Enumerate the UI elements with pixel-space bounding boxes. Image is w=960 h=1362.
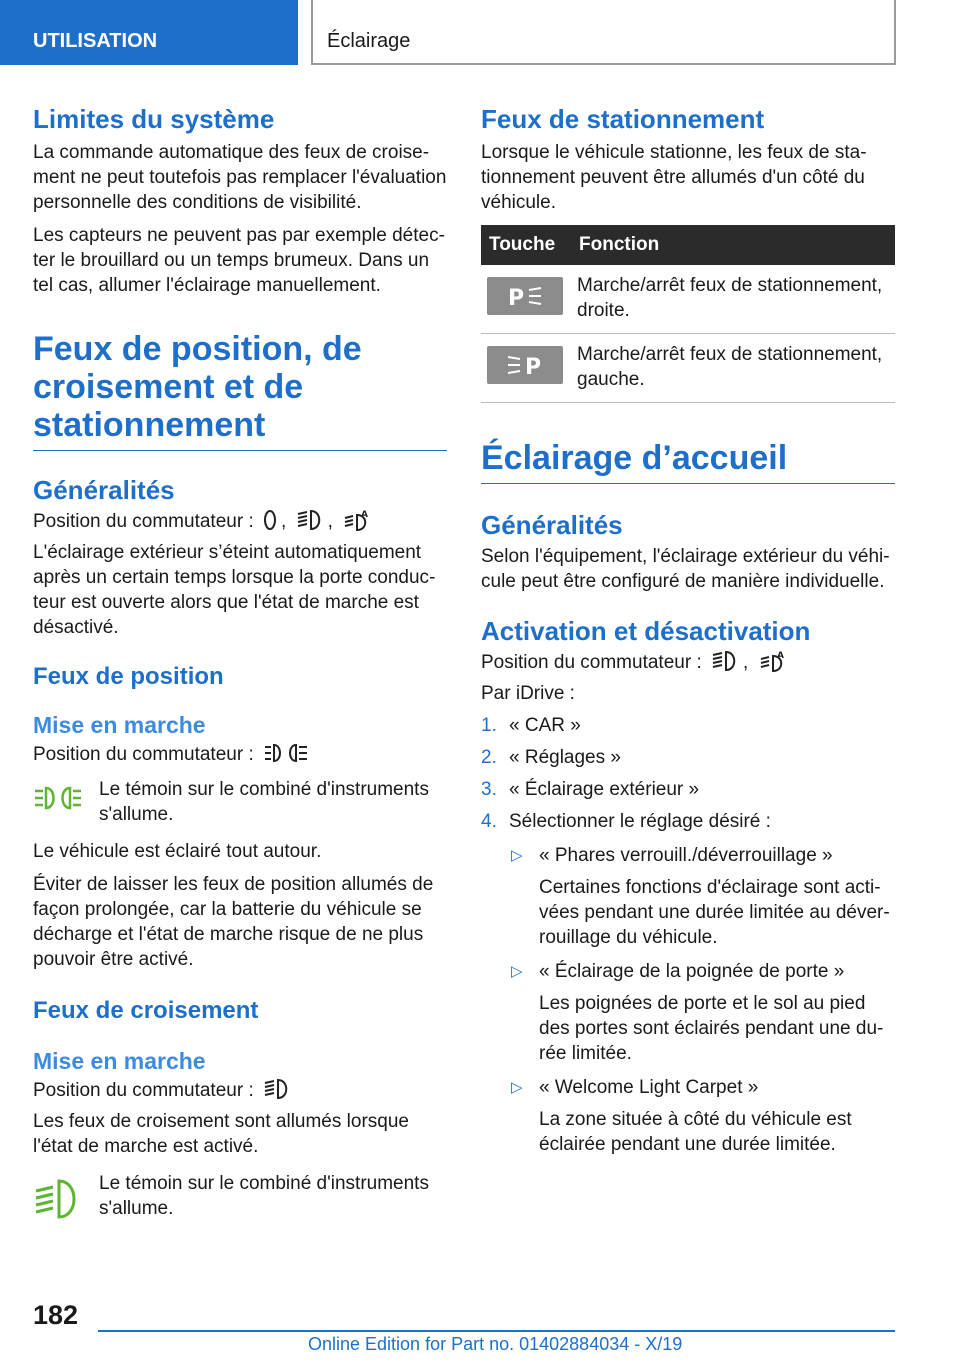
step-text: Sélectionner le réglage désiré :: [509, 811, 771, 832]
low-beam-paragraph: Les feux de croisement sont allumés lorsque l'état de marche est activé.: [33, 1111, 409, 1157]
list-item: [481, 809, 895, 1157]
position-switch-line: [33, 742, 447, 767]
general-switch-line: [33, 509, 447, 534]
switch-label: Position du commutateur :: [33, 744, 254, 765]
parking-right-icon: [505, 283, 545, 309]
option-description: La zone située à côté du véhicule est éclairée pendant une durée limitée.: [539, 1109, 852, 1155]
separator: ,: [327, 511, 333, 532]
table-cell-function: Marche/arrêt feux de stationnement, droite.: [571, 265, 895, 334]
step-text: « CAR »: [509, 715, 581, 736]
table-cell-key: [481, 334, 571, 403]
low-beam-note-text: Le témoin sur le combiné d'instruments s'allume.: [99, 1173, 429, 1219]
position-paragraph-2: Éviter de laisser les feux de position allumés de façon prolongée, car la batterie du véhicule se décharge et l'état de marche risque de ne plus pouvoir être activé.: [33, 874, 434, 970]
footer-divider: [98, 1330, 895, 1332]
svg-text:P: P: [525, 355, 542, 378]
options-list: [509, 843, 895, 1157]
table-header-key: Touche: [481, 225, 571, 265]
step-text: « Éclairage extérieur »: [509, 779, 700, 800]
position-note-text: Le témoin sur le combiné d'instruments s'allume.: [99, 779, 429, 825]
option-label: « Éclairage de la poignée de porte »: [539, 961, 845, 982]
list-item: [481, 745, 895, 770]
welcome-lighting-heading: Éclairage d’accueil: [481, 439, 895, 484]
idrive-steps-list: [481, 713, 895, 1157]
table-header-row: [481, 225, 895, 265]
step-number: 4.: [481, 811, 497, 832]
triangle-bullet-icon: ▷: [511, 847, 523, 864]
step-number: 1.: [481, 715, 497, 736]
parking-paragraph: Lorsque le véhicule stationne, les feux de stationnement peuvent être allumés d'un côté du véhicule.: [481, 142, 867, 213]
step-number: 2.: [481, 747, 497, 768]
list-item: [481, 713, 895, 738]
left-column: [33, 102, 447, 1223]
low-beam-indicator-note: [33, 1171, 447, 1223]
step-number: 3.: [481, 779, 497, 800]
triangle-bullet-icon: ▷: [511, 1079, 523, 1096]
option-label: « Phares verrouill./déverrouillage »: [539, 845, 833, 866]
activation-switch-line: [481, 650, 895, 675]
welcome-general-paragraph: Selon l'équipement, l'éclairage extérieur du véhicule peut être configuré de manière individuelle.: [481, 546, 890, 592]
low-beam-heading: Feux de croisement: [33, 997, 259, 1024]
table-cell-key: [481, 265, 571, 334]
section-tab: UTILISATION: [0, 0, 298, 65]
position-paragraph-1: Le véhicule est éclairé tout autour.: [33, 841, 322, 862]
svg-text:A: A: [776, 651, 784, 661]
list-item: [509, 1075, 895, 1157]
table-row: [481, 265, 895, 334]
switch-label: Position du commutateur :: [33, 511, 254, 532]
low-beam-indicator-icon: [33, 1177, 83, 1221]
option-label: « Welcome Light Carpet »: [539, 1077, 759, 1098]
list-item: [509, 959, 895, 1066]
main-section-heading: Feux de position, de croisement et de stationnement: [33, 330, 447, 451]
page-number: 182: [33, 1300, 79, 1330]
limits-paragraph-1: La commande automatique des feux de croisement ne peut toutefois pas remplacer l'évaluation personnelle des conditions de visibilité.: [33, 142, 447, 213]
option-description: Les poignées de porte et le sol au pied des portes sont éclairés pendant une durée limitée.: [539, 993, 884, 1064]
parking-left-icon: [505, 352, 545, 378]
position-indicator-icon: [33, 783, 83, 813]
low-beam-switch-line: [33, 1078, 447, 1103]
general-heading: Généralités: [33, 475, 175, 505]
separator: ,: [743, 652, 749, 673]
limits-heading: Limites du système: [33, 104, 275, 134]
low-beam-icon: [296, 509, 324, 531]
activation-heading: Activation et désactivation: [481, 616, 811, 646]
right-column: [481, 102, 895, 1157]
list-item: [481, 777, 895, 802]
idrive-label: Par iDrive :: [481, 683, 575, 704]
low-beam-icon: [263, 1078, 291, 1100]
low-beam-on-subheading: Mise en marche: [33, 1048, 206, 1074]
option-description: Certaines fonctions d'éclairage sont activées pendant une durée limitée au déverrouillage du véhicule.: [539, 877, 890, 948]
general-paragraph: L'éclairage extérieur s’éteint automatiquement après un certain temps lorsque la porte conducteur est ouverte alors que l'état de marche est désactivé.: [33, 542, 436, 638]
svg-text:A: A: [361, 510, 369, 520]
parking-left-button: [487, 346, 563, 384]
position-indicator-note: [33, 777, 447, 829]
table-row: [481, 334, 895, 403]
auto-light-icon: [758, 650, 786, 672]
table-cell-function: Marche/arrêt feux de stationnement, gauche.: [571, 334, 895, 403]
table-header-function: Fonction: [571, 225, 895, 265]
low-beam-icon: [711, 650, 739, 672]
footer-edition: Online Edition for Part no. 01402884034 - X/19: [308, 1334, 683, 1354]
auto-light-icon: [342, 509, 370, 531]
step-text: « Réglages »: [509, 747, 621, 768]
triangle-bullet-icon: ▷: [511, 963, 523, 980]
parking-right-button: [487, 277, 563, 315]
limits-paragraph-2: Les capteurs ne peuvent pas par exemple détecter le brouillard ou un temps brumeux. Dans un tel cas, allumer l'éclairage manuellement.: [33, 225, 445, 296]
position-lights-heading: Feux de position: [33, 663, 224, 690]
list-item: [509, 843, 895, 950]
position-on-subheading: Mise en marche: [33, 712, 206, 738]
welcome-general-heading: Généralités: [481, 510, 623, 540]
switch-off-icon: [263, 509, 277, 531]
page-header-title: Éclairage: [311, 0, 896, 65]
position-light-icon: [263, 742, 309, 764]
svg-text:P: P: [508, 286, 525, 309]
switch-label: Position du commutateur :: [481, 652, 702, 673]
parking-keys-table: [481, 225, 895, 403]
parking-lights-heading: Feux de stationnement: [481, 104, 765, 134]
separator: ,: [281, 511, 287, 532]
switch-label: Position du commutateur :: [33, 1080, 254, 1101]
